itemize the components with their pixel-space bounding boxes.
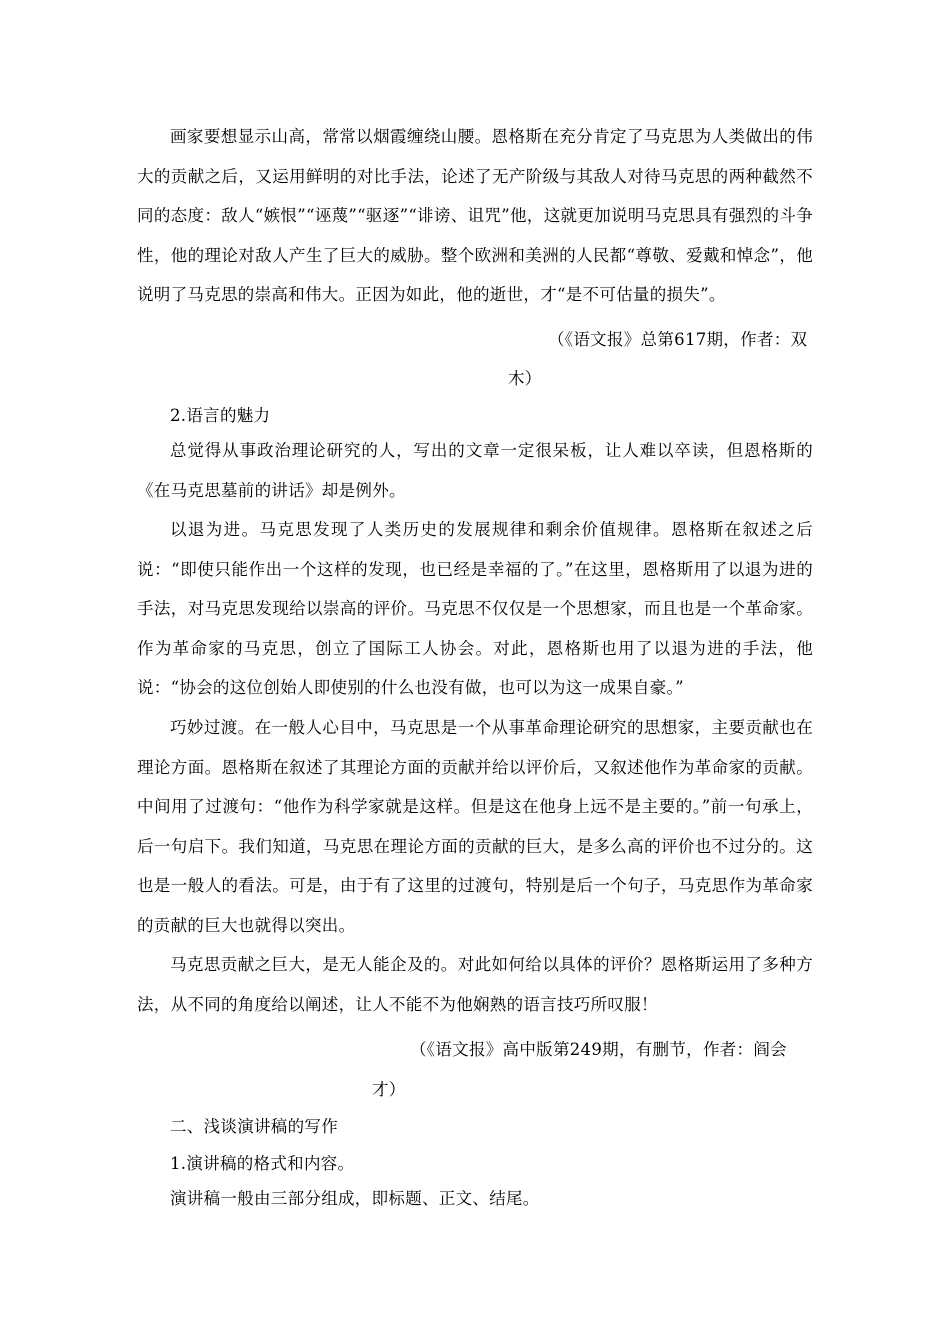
paragraph-retreat-to-advance: 以退为进。马克思发现了人类历史的发展规律和剩余价值规律。恩格斯在叙述之后说：“即使只能作出一个这样的发现，也已经是幸福的了。”在这里，恩格斯用了以退为进的手法，对马克思发现给以崇高的评价。马克思不仅仅是一个思想家，而且也是一个革命家。作为革命家的马克思，创立了国际工人协会。对此，恩格斯也用了以退为进的手法，他说：“协会的这位创始人即使别的什么也没有做，也可以为这一成果自豪。” bbox=[137, 520, 813, 697]
paragraph-transition: 巧妙过渡。在一般人心目中，马克思是一个从事革命理论研究的思想家，主要贡献也在理论方面。恩格斯在叙述了其理论方面的贡献并给以评价后，又叙述他作为革命家的贡献。中间用了过渡句：“他作为科学家就是这样。但是这在他身上远不是主要的。”前一句承上，后一句启下。我们知道，马克思在理论方面的贡献的巨大，是多么高的评价也不过分的。这也是一般人的看法。可是，由于有了这里的过渡句，特别是后一个句子，马克思作为革命家的贡献的巨大也就得以突出。 bbox=[137, 718, 813, 935]
source-citation2-line2: 才） bbox=[372, 1080, 406, 1099]
section-heading-language-charm: 2.语言的魅力 bbox=[170, 406, 271, 425]
source-citation-line2: 木） bbox=[508, 369, 542, 388]
subheading-format-content: 1.演讲稿的格式和内容。 bbox=[170, 1154, 355, 1173]
section-heading-speech-writing: 二、浅谈演讲稿的写作 bbox=[170, 1117, 338, 1136]
paragraph-speech-structure: 演讲稿一般由三部分组成，即标题、正文、结尾。 bbox=[170, 1189, 540, 1208]
source-citation2-line1: （《语文报》高中版第249期，有删节，作者：阎会 bbox=[410, 1040, 787, 1059]
paragraph-summary: 马克思贡献之巨大，是无人能企及的。对此如何给以具体的评价？恩格斯运用了多种方法，从不同的角度给以阐述，让人不能不为他娴熟的语言技巧所叹服！ bbox=[137, 955, 813, 1014]
paragraph-intro: 总觉得从事政治理论研究的人，写出的文章一定很呆板，让人难以卒读，但恩格斯的《在马克思墓前的讲话》却是例外。 bbox=[137, 441, 813, 500]
source-citation-line1: （《语文报》总第617期，作者：双 bbox=[548, 330, 808, 349]
paragraph-contrast-technique: 画家要想显示山高，常常以烟霞缠绕山腰。恩格斯在充分肯定了马克思为人类做出的伟大的贡献之后，又运用鲜明的对比手法，论述了无产阶级与其敌人对待马克思的两种截然不同的态度：敌人“嫉恨”“诬蔑”“驱逐”“诽谤、诅咒”他，这就更加说明马克思具有强烈的斗争性，他的理论对敌人产生了巨大的威胁。整个欧洲和美洲的人民都“尊敬、爱戴和悼念”，他说明了马克思的崇高和伟大。正因为如此，他的逝世，才“是不可估量的损失”。 bbox=[137, 127, 813, 304]
